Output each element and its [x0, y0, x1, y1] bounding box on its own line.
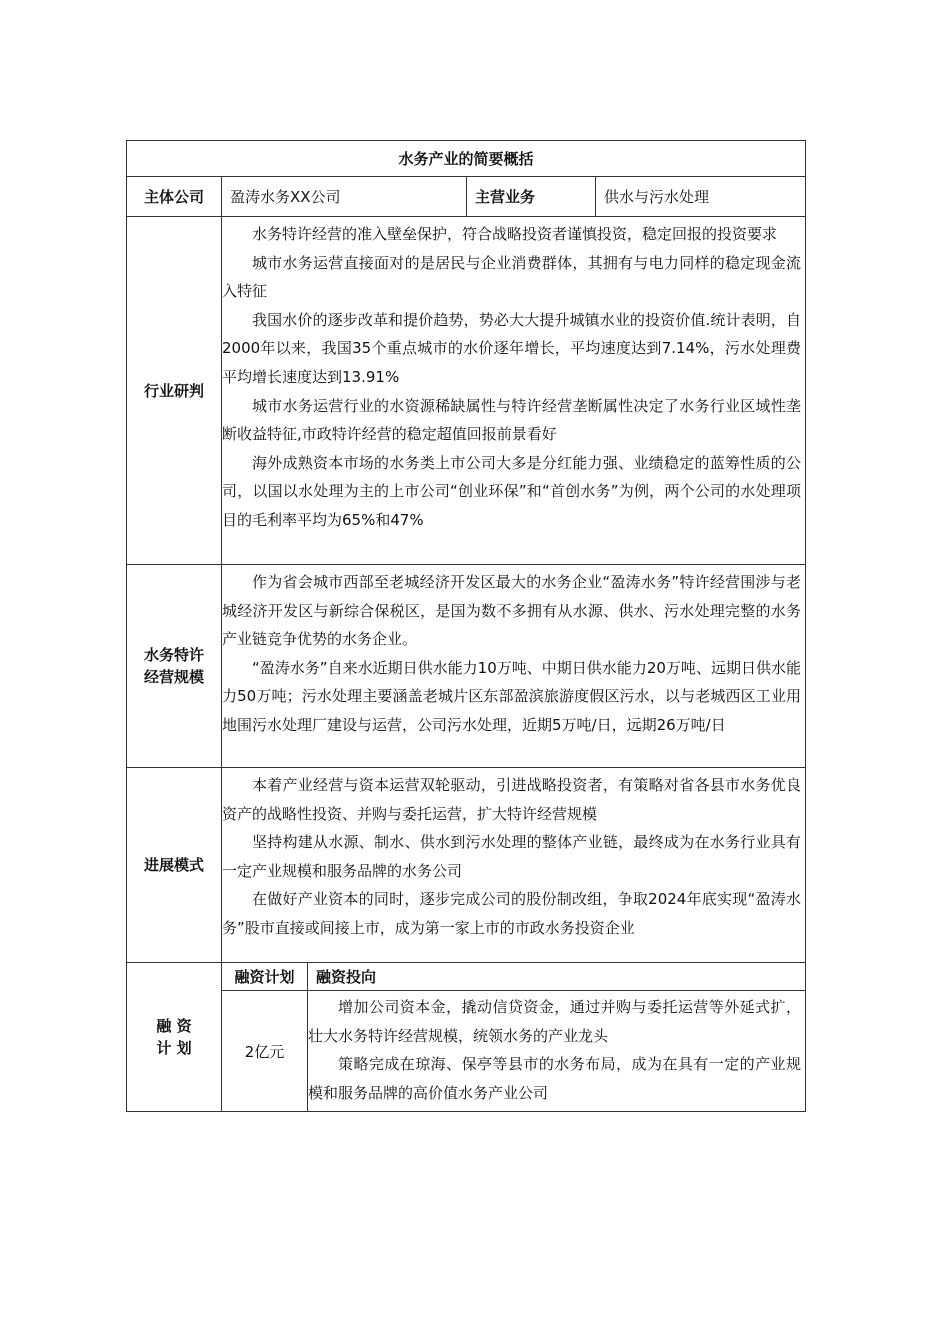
paragraph: 本着产业经营与资本运营双轮驱动，引进战略投资者，有策略对省各县市水务优良资产的战略性投资、并购与委托运营，扩大特许经营规模 [222, 776, 801, 823]
summary-table [126, 140, 806, 1112]
section-content-model [222, 768, 806, 963]
financing-amount: 2亿元 [222, 991, 308, 1112]
paragraph: 城市水务运营行业的水资源稀缺属性与特许经营垄断属性决定了水务行业区域性垄断收益特征,市政特许经营的稳定超值回报前景看好 [222, 396, 801, 444]
paragraph: 我国水价的逐步改革和提价趋势，势必大大提升城镇水业的投资价值.统计表明，自2000年以来，我国35个重点城市的水价逐年增长，平均速度达到7.14%，污水处理费平均增长速度达到13.91% [222, 310, 801, 386]
financing-label [127, 963, 222, 1112]
section-label-model: 进展模式 [127, 768, 222, 963]
section-content-industry [222, 217, 806, 565]
paragraph: 增加公司资本金，撬动信贷资金，通过并购与委托运营等外延式扩，壮大水务特许经营规模，统领水务的产业龙头 [308, 998, 801, 1045]
section-label-scale-text: 水务特许经营规模 [143, 646, 204, 686]
paragraph: “盈涛水务”自来水近期日供水能力10万吨、中期日供水能力20万吨、远期日供水能力50万吨；污水处理主要涵盖老城片区东部盈滨旅游度假区污水，以与老城西区工业用地围污水处理厂建设与运营，公司污水处理，近期5万吨/日，远期26万吨/日 [222, 658, 801, 734]
section-content-scale [222, 565, 806, 768]
title-row [127, 141, 806, 177]
company-label: 主体公司 [127, 177, 222, 217]
paragraph: 作为省会城市西部至老城经济开发区最大的水务企业“盈涛水务”特许经营围涉与老城经济开发区与新综合保税区，是国为数不多拥有从水源、供水、污水处理完整的水务产业链竞争优势的水务企业。 [222, 573, 801, 649]
financing-label-line2: 计 划 [156, 1039, 192, 1058]
section-label-scale [127, 565, 222, 768]
company-value: 盈涛水务XX公司 [222, 177, 467, 217]
paragraph: 水务特许经营的准入壁垒保护，符合战略投资者谨慎投资，稳定回报的投资要求 [252, 225, 778, 243]
company-row [127, 177, 806, 217]
paragraph: 海外成熟资本市场的水务类上市公司大多是分红能力强、业绩稳定的蓝筹性质的公司，以国以水处理为主的上市公司“创业环保”和“首创水务”为例，两个公司的水处理项目的毛利率平均为65%和47% [222, 453, 801, 529]
paragraph: 在做好产业资本的同时，逐步完成公司的股份制改组，争取2024年底实现“盈涛水务”股市直接或间接上市，成为第一家上市的市政水务投资企业 [222, 890, 801, 937]
section-row-model [127, 768, 806, 963]
financing-direction-content [308, 991, 806, 1112]
section-row-scale [127, 565, 806, 768]
financing-direction-header: 融资投向 [308, 963, 806, 991]
financing-header-row [127, 963, 806, 991]
financing-content-row [127, 991, 806, 1112]
business-value: 供水与污水处理 [596, 177, 806, 217]
financing-plan-header: 融资计划 [222, 963, 308, 991]
paragraph: 策略完成在琼海、保亭等县市的水务布局，成为在具有一定的产业规模和服务品牌的高价值水务产业公司 [308, 1055, 801, 1102]
section-label-industry: 行业研判 [127, 217, 222, 565]
paragraph: 城市水务运营直接面对的是居民与企业消费群体，其拥有与电力同样的稳定现金流入特征 [222, 253, 801, 301]
document-title: 水务产业的简要概括 [127, 141, 806, 177]
business-label: 主营业务 [467, 177, 596, 217]
financing-label-line1: 融 资 [156, 1017, 192, 1036]
section-row-industry [127, 217, 806, 565]
paragraph: 坚持构建从水源、制水、供水到污水处理的整体产业链，最终成为在水务行业具有一定产业规模和服务品牌的水务公司 [222, 833, 801, 880]
